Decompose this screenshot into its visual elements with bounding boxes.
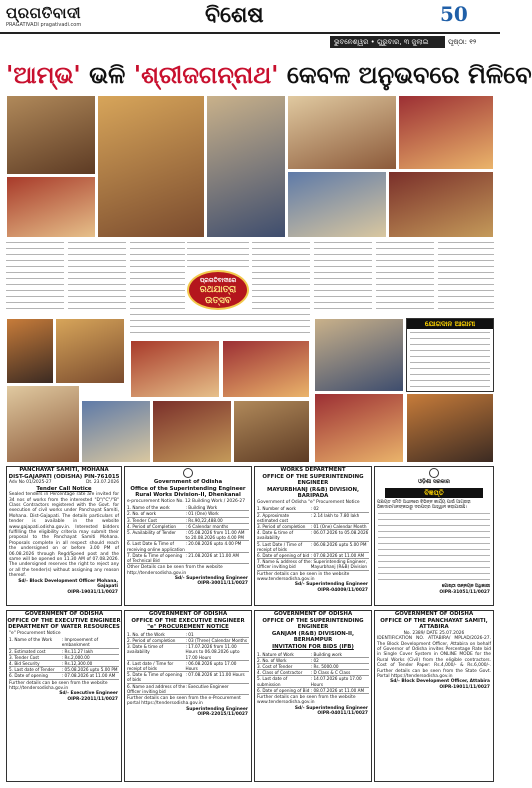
notice-row-label: 1. No. of the Work [127, 631, 165, 637]
government-emblem-icon [429, 468, 439, 478]
notice-row-label: 4. Last date / Time for receipt of bids [127, 660, 174, 671]
ad2-subtitle-2: Rural Works Division-II, Dhenkanal [135, 492, 241, 499]
notice-row-value: : 2.14 lakh to 7.80 lakh [310, 512, 360, 518]
government-emblem-icon [183, 468, 193, 478]
anniversary-seal [440, 2, 498, 32]
article-column-4 [187, 242, 249, 268]
ad6-code: OIPR-22015/11/0027 [197, 712, 248, 718]
article-column-3 [130, 242, 185, 314]
event-notice-title: ଯୋଗଦାନ ଆଗାମୀ [407, 319, 493, 329]
ad2-title: Government of Odisha [153, 479, 223, 485]
notice-row-value: : 14.07.2026 upto 17.00 Hours [310, 676, 362, 687]
notice-row-value: : 02 [310, 506, 319, 512]
main-headline [6, 60, 532, 90]
news-photo-12 [222, 340, 310, 398]
badge-line-1: ପ୍ରଗତିବାଦୀରେ [199, 277, 237, 284]
masthead [0, 0, 500, 34]
headline-part-3: 'ଶ୍ରୀଜଗନ୍ନାଥ' [133, 60, 279, 89]
news-photo-19 [406, 393, 494, 463]
notice-row-value: : 01 [185, 631, 194, 637]
notice-row [257, 513, 369, 524]
notice-row-label: 3. Tender Cost [127, 517, 157, 523]
ad5-code: OIPR-22011/11/0027 [67, 696, 118, 702]
ad5-subtitle: OFFICE OF THE EXECUTIVE ENGINEER [7, 617, 121, 624]
ad2-notice: e-procurement Notice No. 12 Building Work / 2026-27 [127, 498, 245, 504]
article-column-5 [252, 242, 310, 314]
notice-row-value: : 07.08.2026 at 11.00 AM [61, 673, 116, 679]
notice-row-value: : 08.07.2026 at 11.00 AM [310, 687, 365, 693]
notice-row-label: 4. Bid Security [9, 661, 40, 666]
notice-row [127, 684, 249, 695]
notice-row-value: : Improvement of embankment [61, 637, 99, 648]
ad1-date: Dt. 23.07.2026 [85, 480, 119, 486]
notice-row [257, 676, 369, 687]
ad1-ref: Adv No 01/2025-27 [9, 480, 52, 486]
news-photo-2 [6, 176, 96, 238]
ad8-code: OIPR-19011/11/0027 [439, 684, 490, 690]
notice-row [9, 673, 119, 679]
anniversary-number: 50 [440, 2, 468, 26]
notice-row-value: : Executive Engineer [185, 683, 229, 689]
notice-row-value: : 05.08.2026 from 11.00 AM to 20.08.2026 upto 4.00 PM [185, 530, 245, 541]
ad2-signature: Sd/- Superintending Engineer [174, 576, 248, 582]
news-photo-4 [206, 95, 286, 238]
notice-row-value: : 06.07.2026 to 05.08.2026 [310, 530, 369, 536]
notice-row-label: 5. Last date of Tender [9, 667, 55, 673]
logo-text: ପ୍ରଗତିବାଦୀ [6, 4, 82, 22]
ad-executive-engineer [124, 610, 252, 782]
notice-row [127, 661, 249, 672]
ad1-subtitle: DIST-GAJAPATI (ODISHA) PIN-761015 [8, 473, 120, 480]
ad1-notice: Tender Call Notice [36, 485, 92, 492]
ad3-code: OIPR-04009/11/0027 [317, 587, 368, 593]
news-photo-8 [388, 171, 494, 238]
notice-row-value: : 03 (Three) Calendar Months [185, 637, 248, 643]
news-photo-18 [314, 393, 404, 463]
rathayatra-badge [187, 270, 249, 310]
ad4-signature: ଗୋଷ୍ଠୀ ଉନ୍ନୟନ ଅଧିକାରୀ [441, 584, 490, 590]
notice-row-label: 5. Last date of submission [257, 676, 288, 687]
news-photo-11 [130, 340, 220, 398]
notice-row [257, 688, 369, 694]
notice-row-label: 3. Tender Cost [9, 654, 39, 660]
ad6-subtitle: OFFICE OF THE EXECUTIVE ENGINEER [131, 617, 245, 624]
ad2-subtitle: Office of the Superintending Engineer [130, 485, 246, 492]
notice-row-value: : 6 Calendar months [185, 523, 229, 529]
news-photo-14 [81, 400, 151, 463]
news-photo-1 [6, 95, 96, 175]
notice-row-value: : Building Work [185, 505, 218, 511]
notice-row-label: 2. Estimated cost [9, 648, 46, 654]
ad-ganjam-rnb [254, 610, 372, 782]
dateline [0, 36, 500, 58]
ad-attabira [374, 610, 494, 782]
ad8-title: GOVERNMENT OF ODISHA [394, 611, 474, 617]
notice-row-value: : 07.08.2026 at 11.00 Hours [185, 672, 245, 678]
news-photo-3 [97, 95, 205, 238]
ad3-subtitle-2: MAYURBHANJ (R&B) DIVISION, BARIPADA [266, 486, 360, 500]
notice-row [127, 541, 249, 552]
notice-row-value: : 21.08.2026 at 11.00 AM [185, 552, 239, 558]
ad7-subtitle-2: GANJAM (R&B) DIVISION-II, BERHAMPUR [271, 630, 355, 644]
ad7-code: OIPR-04011/11/0027 [317, 711, 368, 717]
ad-odia-notice [374, 466, 494, 606]
headline-part-1: 'ଆମ୍ଭ' [6, 60, 81, 89]
ad5-rows [7, 636, 121, 680]
ad6-notice: "e" PROCUREMENT NOTICE [147, 624, 229, 631]
notice-row-value: : 05.08.2026 upto 5.00 PM [61, 667, 118, 673]
page-number: ପୃଷ୍ଠା: ୧୨ [448, 38, 477, 46]
ad6-rows [125, 631, 251, 696]
ad3-signature: Sd/- Superintending Engineer [294, 582, 368, 588]
ad4-body: ପଞ୍ଚାୟତ ସମିତି ଅଧୀନରେ ବିଭିନ୍ନ କାର୍ଯ୍ୟ ପାଇଁ ଆଗ୍ରହୀ ଠିକାଦାରମାନଙ୍କଠାରୁ ଦରପତ୍ର ଆହ୍ୱାନ କରାଯାଉଛି। [377, 499, 471, 510]
ad3-body: Further details can be seen in the website www.tendersodisha.gov.in [257, 571, 350, 583]
notice-row-label: 1. Name of the Work [9, 637, 53, 643]
notice-row-value: : 20.08.2026 upto 4.00 PM [185, 541, 242, 547]
headline-part-4: କେବଳ ଅନୁଭବରେ ମିଳିବେ [278, 60, 532, 89]
notice-row [257, 559, 369, 570]
ad3-title: WORKS DEPARTMENT [280, 467, 346, 473]
headline-part-2: ଭଳି [80, 60, 134, 89]
notice-row-label: 5. Availability of Tender [127, 530, 176, 535]
notice-row-label: 1. Nature of Work [257, 651, 294, 657]
news-photo-15 [152, 400, 232, 463]
ad-water-resources [6, 610, 122, 782]
notice-row [257, 542, 369, 553]
notice-row-label: 1. Name of the work [127, 505, 170, 511]
ad-rural-works-dhenkanal [124, 466, 252, 606]
notice-row [127, 530, 249, 541]
ad3-rows [255, 505, 371, 571]
notice-row-label: 7. Name & address of the Officer inviting bid [257, 559, 311, 570]
notice-row-value: : Superintending Engineer, Mayurbhanj (R&B) Division [310, 559, 368, 570]
notice-row-label: 4. Class of Contractor [257, 670, 303, 676]
article-column-8 [438, 242, 494, 314]
ad1-signature: Sd/- Block Development Officer Mohana, Gajapati [18, 578, 118, 590]
notice-row-value: : 01 (One) Calendar Month [310, 523, 367, 529]
notice-row-label: 6. Last Date & Time of receiving online application [127, 541, 185, 552]
notice-row-label: 4. Period of Completion [127, 523, 177, 529]
notice-row [257, 530, 369, 541]
section-title: ବିଶେଷ [205, 2, 264, 28]
notice-row [127, 553, 249, 564]
article-column-6 [314, 242, 372, 314]
news-photo-9 [6, 318, 54, 384]
notice-row-value: : D Class & C Class [310, 670, 351, 676]
article-column-7 [376, 242, 434, 314]
ad3-subtitle: OFFICE OF THE SUPERINTENDING ENGINEER [262, 473, 364, 487]
ad7-body: Further details can be seen from the website www.tendersodisha.gov.in [257, 694, 356, 706]
notice-row-value: : 02 [310, 657, 319, 663]
ad7-signature: Sd/- Superintending Engineer [294, 705, 368, 711]
notice-row-label: 3. Period of completion [257, 523, 306, 529]
notice-row-label: 5. Last Date / Time of receipt of bids [257, 541, 303, 552]
ad5-body: Further details can be seen from the website http://tendersodisha.gov.in [9, 680, 108, 692]
badge-line-2: ରଥଯାତ୍ରା ଉତ୍ସବ [199, 285, 237, 306]
notice-row [127, 644, 249, 661]
ad8-subtitle: OFFICE OF THE PANCHAYAT SAMITI, ATTABIRA [380, 617, 488, 631]
ad5-notice: "e" Procurement Notice [9, 630, 61, 636]
notice-row-label: 5. Date & Time of opening of bids [127, 672, 183, 683]
notice-row-value: : Rs.2,000.00 [61, 654, 90, 660]
ad1-body: Sealed tenders in Percentage rate are invited for 34 nos of works from the interested "D"/"C"/"B" Class Contractors registered with the Govt. for execution of civil works under Panchayat Samiti, Mohana. Dist-Gajapati. The details particulars of tender is available in the website www.gajapati.odisha.gov.in. Interested bidders fulfilling the eligibility criteria may submit their proposal to the Panchayat Samiti Mohana. Proposals complete in all respect should reach the undersigned on or before 3.00 PM of 06.08.2026 through Regd/Speed post and the same will be opened on 11.30 AM of 07.08.2026. The undersigned reserves the right to reject any or all the tender(s) without assigning any reason thereof. [9, 492, 119, 579]
ad3-notice: Government of Odisha "e" Procurement Notice [257, 499, 360, 505]
ad8-signature: Sd/- Block Development Officer, Attabira [390, 679, 490, 685]
news-photo-16 [233, 400, 310, 463]
notice-row-label: 6. Name and address of the Officer inviting bid [127, 683, 186, 694]
news-photo-17 [314, 318, 404, 392]
news-photo-13 [6, 385, 80, 463]
news-photo-10 [55, 318, 125, 384]
notice-row-label: 6. Date of opening [9, 673, 48, 679]
notice-row-label: 2. Approximate estimated cost [257, 512, 290, 523]
ad4-title: ଓଡ଼ିଶା ସରକାର [418, 479, 450, 485]
issue-date: ଭୁବନେଶ୍ୱର • ଗୁରୁବାର, ୩ ଜୁଲାଇ ୨୦୨୫ [330, 36, 445, 48]
ad7-notice: INVITATION FOR BIDS (IFB) [272, 643, 354, 650]
ad7-title: GOVERNMENT OF ODISHA [273, 611, 353, 617]
notice-row-value: : Rs.11.27 lakh [61, 648, 94, 654]
event-notice-box [406, 318, 494, 392]
notice-row [9, 637, 119, 648]
notice-row-value: : Rs.90,22,488.00 [185, 517, 223, 523]
ad5-title: GOVERNMENT OF ODISHA [24, 611, 104, 617]
news-photo-6 [398, 95, 494, 170]
notice-row-value: : Rs.12,300.00 [61, 661, 93, 666]
notice-row-label: 3. Date & time of availability [127, 644, 164, 655]
notice-row-label: 2. No. of Work [257, 657, 287, 663]
ad4-subtitle: ବିଜ୍ଞପ୍ତି [385, 488, 483, 498]
ad2-body: Other Details can be seen from the website http://tendersodisha.gov.in [127, 565, 223, 576]
news-photo-5 [287, 95, 397, 170]
notice-row-value: : 17.07.2026 from 11.00 Hours to 06.08.2026 upto 17.00 Hours [185, 644, 240, 660]
news-photo-7 [287, 171, 387, 238]
article-column-2 [68, 242, 126, 314]
ad2-rows [125, 504, 251, 565]
notice-row-value: : 06.08.2026 upto 5.00 PM [310, 541, 367, 547]
notice-row-value: : Rs. 5000.00 [310, 663, 339, 669]
notice-row-label: 6. Date of opening of Bid [257, 687, 310, 693]
ad6-title: GOVERNMENT OF ODISHA [148, 611, 228, 617]
ad5-subtitle-2: DEPARTMENT OF WATER RESOURCES [8, 624, 120, 631]
ad4-code: OIPR-31051/11/0027 [439, 589, 490, 595]
article-continuation [130, 314, 310, 338]
ad7-subtitle: OFFICE OF THE SUPERINTENDING ENGINEER [262, 617, 364, 631]
ad5-signature: Sd/- Executive Engineer [59, 691, 118, 697]
notice-row-label: 7. Date & Time of opening of Technical Bid [127, 552, 183, 564]
newspaper-logo[interactable] [6, 4, 124, 28]
ad7-rows [255, 651, 371, 695]
ad1-code: OIPR-19031/11/0027 [67, 589, 118, 595]
ad-works-department-mayurbhanj [254, 466, 372, 606]
notice-row [127, 672, 249, 683]
notice-row-value: : Building work [310, 651, 342, 657]
ad8-notice: No. 2389/ DATE 25.07.2026 [403, 630, 465, 636]
ad6-body: Further details can be seen from the e-Procurement portal https://tendersodisha.gov.in [127, 696, 241, 707]
notice-row-label: 1. Number of work [257, 506, 296, 512]
notice-row-label: 2. Period of completion [127, 637, 176, 643]
ad8-body: IDENTIFICATION NO. ATTABIRA/ MPLAD/2026-27. The Block Development Officer, Attabira on behalf of Governor of Odisha invites Percentage Rate bid in Single Cover System in ONLINE MODE for the Rural Works (Civil) from the eligible contractors. Cost of Tender Paper: Rs.4,000/- & Rs.6,000/-. Further details can be seen from the State Govt. Portal https://tendersodisha.gov.in [377, 636, 491, 680]
logo-subtitle: PRAGATIVADI pragativadi.com [6, 22, 82, 28]
notice-row-label: 2. No. of work [127, 511, 157, 517]
notice-row-label: 4. Date & time of availability [257, 530, 294, 541]
ad1-title: PANCHAYAT SAMITI, MOHANA [19, 467, 109, 473]
ad4-text-lines [378, 513, 490, 581]
notice-row-label: 3. Cost of Tender [257, 663, 293, 669]
notice-row-value: : 01 (One) Work [185, 511, 219, 517]
article-column-1 [6, 242, 64, 314]
notice-row-value: : 06.08.2026 upto 17.00 Hours [185, 660, 237, 671]
notice-row-value: : 07.08.2026 at 11.00 AM [310, 553, 365, 558]
ad2-code: OIPR-30011/11/0027 [197, 581, 248, 587]
notice-row-label: 6. Date of opening of bid [257, 553, 310, 558]
ad-panchayat-mohana [6, 466, 122, 606]
ad6-signature: Superintending Engineer [186, 706, 248, 712]
